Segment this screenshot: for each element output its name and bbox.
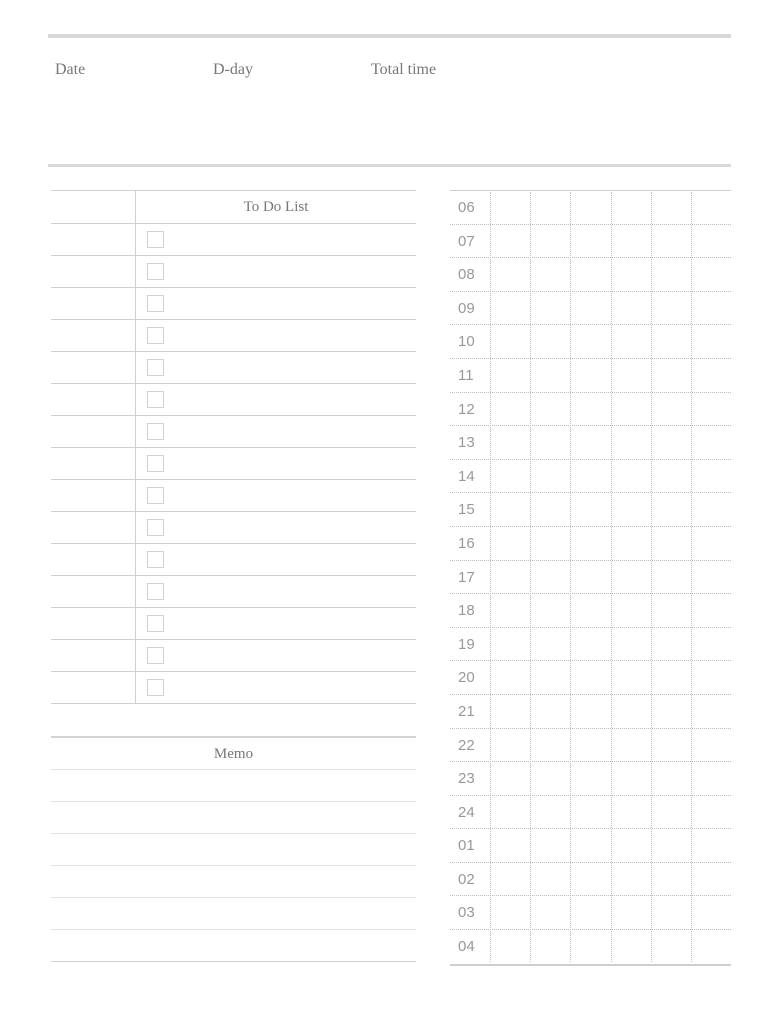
todo-column-divider xyxy=(135,352,136,383)
timetable-row xyxy=(450,762,731,796)
memo-line[interactable] xyxy=(51,898,416,930)
todo-checkbox[interactable] xyxy=(147,615,164,632)
todo-list xyxy=(51,190,416,711)
todo-row xyxy=(51,224,416,256)
hour-label: 23 xyxy=(458,770,475,788)
todo-row xyxy=(51,640,416,672)
hour-label: 12 xyxy=(458,400,475,418)
todo-title: To Do List xyxy=(243,199,309,215)
todo-checkbox[interactable] xyxy=(147,551,164,568)
todo-checkbox[interactable] xyxy=(147,487,164,504)
todo-row xyxy=(51,416,416,448)
memo-line[interactable] xyxy=(51,770,416,802)
timetable-column-divider xyxy=(651,192,652,962)
memo-title: Memo xyxy=(51,738,416,770)
todo-row xyxy=(51,512,416,544)
memo-line[interactable] xyxy=(51,930,416,962)
todo-row xyxy=(51,352,416,384)
timetable-row xyxy=(450,292,731,326)
todo-column-divider xyxy=(135,608,136,639)
todo-row xyxy=(51,256,416,288)
date-label: Date xyxy=(55,61,86,78)
hour-label: 17 xyxy=(458,568,475,586)
todo-row xyxy=(51,576,416,608)
timetable-row xyxy=(450,594,731,628)
todo-row xyxy=(51,320,416,352)
hour-label: 02 xyxy=(458,870,475,888)
timetable-row xyxy=(450,191,731,225)
hour-label: 06 xyxy=(458,199,475,216)
todo-row xyxy=(51,288,416,320)
todo-checkbox[interactable] xyxy=(147,647,164,664)
timetable-column-divider xyxy=(530,192,531,962)
timetable-row xyxy=(450,493,731,527)
todo-column-divider xyxy=(135,480,136,511)
todo-checkbox[interactable] xyxy=(147,423,164,440)
timetable-row xyxy=(450,628,731,662)
todo-row xyxy=(51,480,416,512)
hour-label: 20 xyxy=(458,669,475,687)
hour-label: 14 xyxy=(458,467,475,485)
todo-column-divider xyxy=(135,640,136,671)
dday-label: D-day xyxy=(213,61,253,78)
timetable-column-divider xyxy=(611,192,612,962)
todo-checkbox[interactable] xyxy=(147,519,164,536)
timetable-row xyxy=(450,695,731,729)
todo-checkbox[interactable] xyxy=(147,295,164,312)
timetable-row xyxy=(450,729,731,763)
hour-label: 03 xyxy=(458,904,475,922)
timetable xyxy=(450,190,731,966)
timetable-row xyxy=(450,561,731,595)
todo-header-row xyxy=(51,191,416,224)
hour-label: 16 xyxy=(458,534,475,552)
timetable-row xyxy=(450,896,731,930)
hour-label: 07 xyxy=(458,232,475,250)
timetable-row xyxy=(450,460,731,494)
hour-label: 10 xyxy=(458,333,475,351)
timetable-column-divider xyxy=(490,192,491,962)
timetable-column-divider xyxy=(691,192,692,962)
timetable-row xyxy=(450,930,731,964)
hour-label: 11 xyxy=(458,366,474,384)
timetable-row xyxy=(450,527,731,561)
timetable-row xyxy=(450,829,731,863)
todo-checkbox[interactable] xyxy=(147,455,164,472)
todo-column-divider xyxy=(135,416,136,447)
hour-label: 22 xyxy=(458,736,475,754)
todo-column-divider xyxy=(135,576,136,607)
todo-checkbox[interactable] xyxy=(147,583,164,600)
timetable-row xyxy=(450,225,731,259)
timetable-column-divider xyxy=(570,192,571,962)
hour-label: 13 xyxy=(458,434,475,452)
timetable-row xyxy=(450,796,731,830)
todo-row xyxy=(51,672,416,704)
todo-column-divider xyxy=(135,288,136,319)
todo-checkbox[interactable] xyxy=(147,679,164,696)
todo-checkbox[interactable] xyxy=(147,359,164,376)
hour-label: 15 xyxy=(458,501,475,519)
timetable-row xyxy=(450,359,731,393)
hour-label: 19 xyxy=(458,635,475,653)
total-time-label: Total time xyxy=(371,61,437,78)
hour-label: 21 xyxy=(458,702,475,720)
todo-column-divider xyxy=(135,224,136,255)
todo-row xyxy=(51,544,416,576)
todo-row xyxy=(51,608,416,640)
todo-column-divider xyxy=(135,256,136,287)
top-rule xyxy=(48,34,731,38)
timetable-row xyxy=(450,426,731,460)
todo-row xyxy=(51,384,416,416)
timetable-row xyxy=(450,863,731,897)
header-divider xyxy=(48,164,731,167)
todo-row xyxy=(51,448,416,480)
memo-line[interactable] xyxy=(51,802,416,834)
todo-column-divider xyxy=(135,448,136,479)
hour-label: 04 xyxy=(458,938,475,956)
timetable-row xyxy=(450,661,731,695)
todo-column-divider xyxy=(135,672,136,703)
hour-label: 09 xyxy=(458,299,475,317)
todo-column-divider xyxy=(135,544,136,575)
todo-column-divider xyxy=(135,320,136,351)
timetable-row xyxy=(450,325,731,359)
hour-label: 08 xyxy=(458,266,475,284)
todo-column-divider xyxy=(135,384,136,415)
timetable-row xyxy=(450,393,731,427)
hour-label: 24 xyxy=(458,803,475,821)
memo-line[interactable] xyxy=(51,834,416,866)
memo-line[interactable] xyxy=(51,866,416,898)
todo-checkbox[interactable] xyxy=(147,327,164,344)
todo-checkbox[interactable] xyxy=(147,391,164,408)
todo-checkbox[interactable] xyxy=(147,263,164,280)
hour-label: 18 xyxy=(458,602,475,620)
hour-label: 01 xyxy=(458,837,475,855)
memo-section xyxy=(51,736,416,962)
todo-checkbox[interactable] xyxy=(147,231,164,248)
todo-column-divider xyxy=(135,512,136,543)
timetable-row xyxy=(450,258,731,292)
